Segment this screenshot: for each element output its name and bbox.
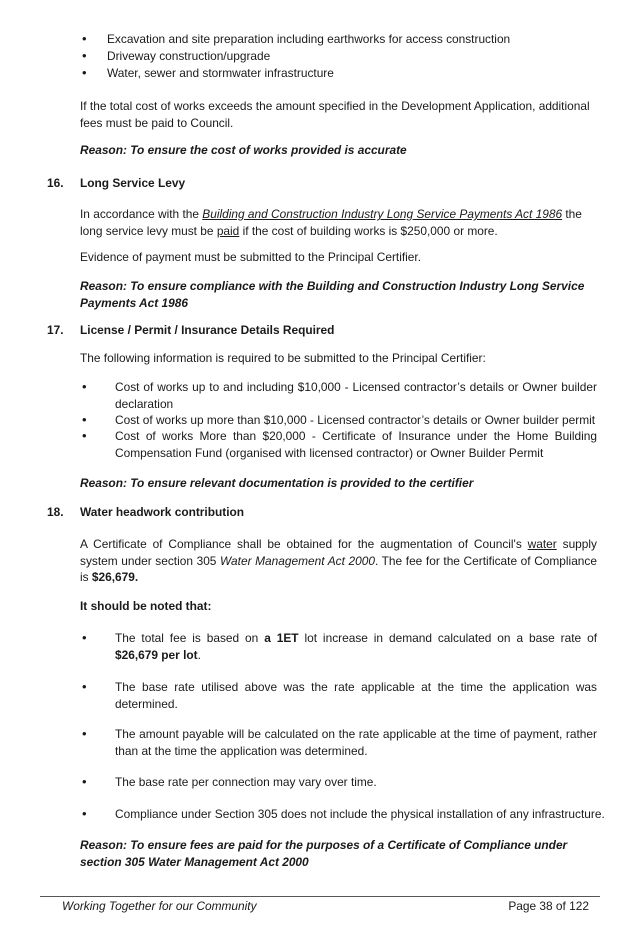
bullet-icon: • bbox=[82, 31, 87, 46]
list-item-text: Driveway construction/upgrade bbox=[107, 49, 271, 63]
list-item-text: Cost of works More than $20,000 - Certificate of Insurance under the Home Building Compensation Fund (organised with licensed contractor) or Owner Builder Permit bbox=[115, 429, 597, 460]
bullet-icon: • bbox=[82, 412, 87, 427]
cost-reason: Reason: To ensure the cost of works provided is accurate bbox=[80, 143, 407, 157]
footer-tagline: Working Together for our Community bbox=[62, 899, 257, 913]
section-17-title: License / Permit / Insurance Details Required bbox=[80, 323, 335, 337]
section-17-number: 17. bbox=[47, 323, 64, 337]
list-item-text: Excavation and site preparation including earthworks for access construction bbox=[107, 32, 511, 46]
section-18-number: 18. bbox=[47, 505, 64, 519]
bullet-icon: • bbox=[82, 630, 87, 645]
cost-paragraph: If the total cost of works exceeds the amount specified in the Development Application, additional fees must be paid to Council. bbox=[80, 99, 590, 130]
list-item-text: The amount payable will be calculated on the rate applicable at the time of payment, rather than at the time the application was determined. bbox=[115, 727, 597, 758]
section-18-reason: Reason: To ensure fees are paid for the purposes of a Certificate of Compliance under section 305 Water Management Act 2000 bbox=[80, 838, 568, 869]
list-item-text: Water, sewer and stormwater infrastructure bbox=[107, 66, 334, 80]
bullet-icon: • bbox=[82, 379, 87, 394]
section-18-noted: It should be noted that: bbox=[80, 599, 212, 613]
act-reference: Water Management Act 2000 bbox=[220, 553, 375, 568]
section-16-evidence: Evidence of payment must be submitted to the Principal Certifier. bbox=[80, 250, 422, 264]
section-16-reason: Reason: To ensure compliance with the Building and Construction Industry Long Service Payments Act 1986 bbox=[80, 279, 585, 310]
footer-divider bbox=[40, 896, 600, 897]
section-18-title: Water headwork contribution bbox=[80, 505, 245, 519]
list-item-text: Cost of works up more than $10,000 - Licensed contractor’s details or Owner builder permit bbox=[115, 413, 596, 427]
section-18-paragraph: A Certificate of Compliance shall be obtained for the augmentation of Council's water supply system under section 305 Water Management Act 2000. The fee for the Certificate of Compliance is $26,679. bbox=[80, 537, 597, 584]
bullet-icon: • bbox=[82, 774, 87, 789]
bullet-icon: • bbox=[82, 806, 87, 821]
list-item-text: The total fee is based on a 1ET lot increase in demand calculated on a base rate of $26,679 per lot. bbox=[115, 631, 597, 662]
bullet-icon: • bbox=[82, 65, 87, 80]
list-item-text: Cost of works up to and including $10,000 - Licensed contractor’s details or Owner builder declaration bbox=[115, 380, 597, 411]
bullet-icon: • bbox=[82, 726, 87, 741]
section-17-reason: Reason: To ensure relevant documentation is provided to the certifier bbox=[80, 476, 474, 490]
list-item-text: The base rate utilised above was the rate applicable at the time the application was determined. bbox=[115, 680, 597, 711]
section-16-paragraph: In accordance with the Building and Construction Industry Long Service Payments Act 1986 the long service levy must be paid if the cost of building works is $250,000 or more. bbox=[80, 207, 582, 238]
bullet-icon: • bbox=[82, 48, 87, 63]
page-number: Page 38 of 122 bbox=[508, 899, 589, 913]
bullet-icon: • bbox=[82, 679, 87, 694]
section-16-number: 16. bbox=[47, 176, 64, 190]
bullet-icon: • bbox=[82, 428, 87, 443]
list-item-text: Compliance under Section 305 does not include the physical installation of any infrastructure. bbox=[115, 807, 605, 821]
section-16-title: Long Service Levy bbox=[80, 176, 186, 190]
list-item-text: The base rate per connection may vary over time. bbox=[115, 775, 377, 789]
section-17-intro: The following information is required to be submitted to the Principal Certifier: bbox=[80, 351, 486, 365]
act-reference: Building and Construction Industry Long Service Payments Act 1986 bbox=[202, 207, 563, 221]
